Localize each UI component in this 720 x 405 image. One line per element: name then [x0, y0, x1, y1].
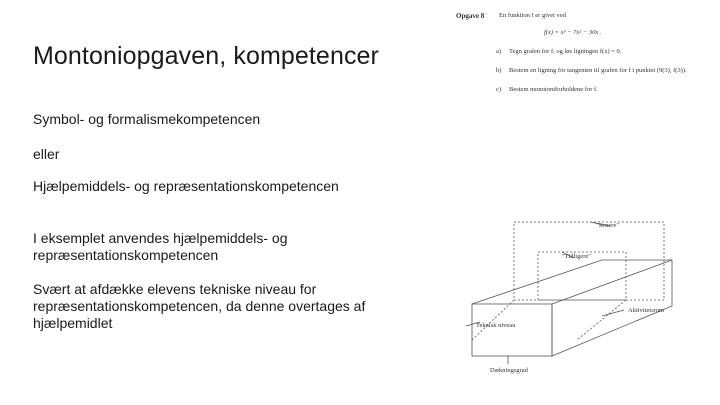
exercise-label: Opgave 8: [456, 12, 485, 20]
later-depth-edge: [472, 300, 514, 340]
text-difficulty-line-3: hjælpemidlet: [33, 315, 113, 331]
exercise-part-a-letter: a): [496, 48, 502, 55]
exercise-formula: f(x) = x³ − 7x² − 30x .: [544, 29, 602, 36]
slide-title: Montoniopgaven, kompetencer: [33, 42, 379, 70]
competence-space-diagram: [462, 214, 674, 402]
exercise-part-c-letter: c): [496, 86, 502, 93]
label-senere: "Senere": [596, 222, 619, 229]
front-box-face: [472, 304, 552, 356]
text-difficulty-line-2: repræsentationskompetencen, da denne overtages af: [33, 298, 366, 314]
text-aids-representation: Hjælpemiddels- og repræsentationskompetencen: [33, 178, 339, 194]
text-or: eller: [33, 146, 60, 162]
text-difficulty-line-1: Svært at afdække elevens tekniske niveau for: [33, 281, 317, 297]
exercise-image: [454, 8, 716, 100]
label-teknisk-niveau: Teknisk niveau: [476, 322, 516, 329]
text-example-line-1: I eksemplet anvendes hjælpemiddels- og: [33, 230, 288, 246]
earlier-depth-edge: [577, 300, 626, 340]
exercise-part-b-letter: b): [496, 67, 502, 74]
exercise-part-b-text: Bestem en ligning for tangenten til grafen for f i punktet (9(3), f(3)).: [509, 67, 687, 74]
front-box-top-edge: [552, 260, 672, 304]
label-daekningsgrad: Dækningsgrad: [490, 367, 528, 374]
exercise-part-c-text: Bestem monotoniforholdene for f.: [509, 86, 598, 93]
exercise-intro: En funktion f er givet ved: [499, 12, 566, 19]
exercise-part-a-text: Tegn grafen for f, og løs ligningen f(x) = 0.: [509, 48, 622, 55]
label-aktivitetsrum: Aktivitetsrum: [628, 307, 665, 314]
label-tidligere: "Tidligere": [562, 253, 591, 260]
later-back-face: [514, 222, 664, 300]
text-symbol-formalism: Symbol- og formalismekompetencen: [33, 111, 261, 127]
text-example-line-2: repræsentationskompetencen: [33, 247, 219, 263]
